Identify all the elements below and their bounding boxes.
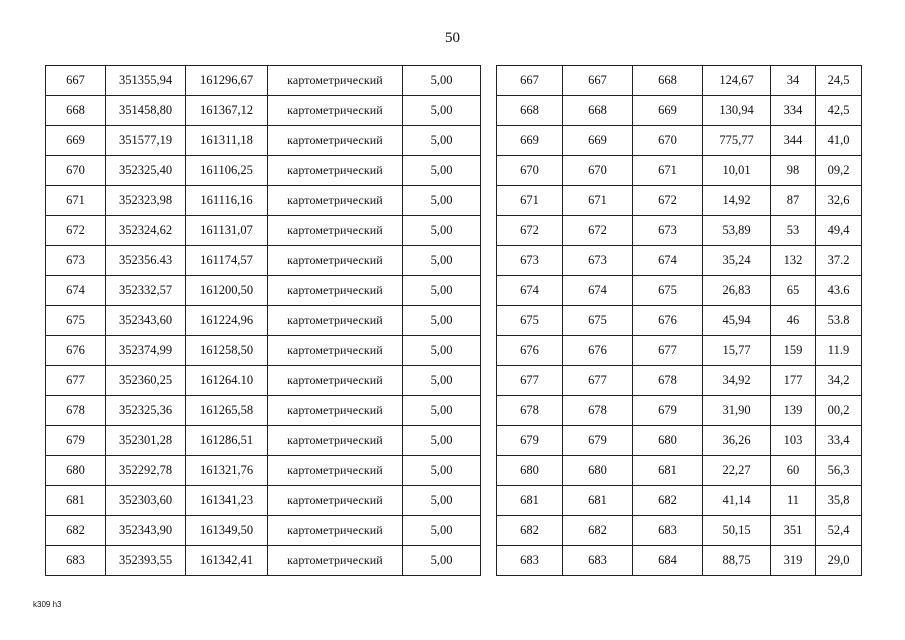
table-cell: 681 <box>497 486 563 516</box>
table-cell: 674 <box>497 276 563 306</box>
table-cell: 98 <box>771 156 816 186</box>
table-cell: картометрический <box>268 396 403 426</box>
table-row <box>497 96 862 126</box>
table-cell: 5,00 <box>403 66 481 96</box>
table-row <box>46 336 481 366</box>
table-cell: 161264.10 <box>186 366 268 396</box>
table-cell: 676 <box>46 336 106 366</box>
table-cell: 683 <box>563 546 633 576</box>
table-cell: 5,00 <box>403 156 481 186</box>
table-cell: 678 <box>563 396 633 426</box>
table-cell: 670 <box>46 156 106 186</box>
table-cell: 670 <box>563 156 633 186</box>
table-cell: картометрический <box>268 306 403 336</box>
table-cell: 675 <box>497 306 563 336</box>
table-row <box>46 396 481 426</box>
table-cell: 674 <box>46 276 106 306</box>
table-cell: 5,00 <box>403 486 481 516</box>
table-cell: 678 <box>633 366 703 396</box>
table-cell: 352324,62 <box>106 216 186 246</box>
table-cell: картометрический <box>268 456 403 486</box>
table-cell: картометрический <box>268 426 403 456</box>
table-row <box>497 246 862 276</box>
table-cell: 352356.43 <box>106 246 186 276</box>
table-cell: 352343,60 <box>106 306 186 336</box>
table-cell: 351 <box>771 516 816 546</box>
table-cell: 671 <box>563 186 633 216</box>
table-cell: 87 <box>771 186 816 216</box>
table-cell: 671 <box>46 186 106 216</box>
table-row <box>46 216 481 246</box>
table-row <box>46 186 481 216</box>
table-cell: 319 <box>771 546 816 576</box>
table-cell: 675 <box>633 276 703 306</box>
table-cell: 674 <box>563 276 633 306</box>
table-cell: 5,00 <box>403 456 481 486</box>
table-cell: картометрический <box>268 516 403 546</box>
table-cell: 65 <box>771 276 816 306</box>
table-cell: 677 <box>497 366 563 396</box>
table-cell: картометрический <box>268 486 403 516</box>
table-cell: 352343,90 <box>106 516 186 546</box>
table-cell: 00,2 <box>816 396 862 426</box>
table-cell: картометрический <box>268 366 403 396</box>
table-cell: 60 <box>771 456 816 486</box>
table-row <box>46 96 481 126</box>
table-cell: 679 <box>46 426 106 456</box>
table-cell: 352332,57 <box>106 276 186 306</box>
table-cell: 680 <box>497 456 563 486</box>
table-cell: 351355,94 <box>106 66 186 96</box>
table-cell: 09,2 <box>816 156 862 186</box>
table-cell: 675 <box>563 306 633 336</box>
table-cell: 352325,40 <box>106 156 186 186</box>
coordinates-table <box>45 65 481 576</box>
table-cell: 161116,16 <box>186 186 268 216</box>
table-cell: картометрический <box>268 276 403 306</box>
table-row <box>497 486 862 516</box>
table-cell: 676 <box>563 336 633 366</box>
table-cell: 42,5 <box>816 96 862 126</box>
table-cell: 124,67 <box>703 66 771 96</box>
table-cell: 31,90 <box>703 396 771 426</box>
table-cell: 32,6 <box>816 186 862 216</box>
table-cell: картометрический <box>268 96 403 126</box>
table-cell: 676 <box>633 306 703 336</box>
table-cell: 352303,60 <box>106 486 186 516</box>
table-cell: 679 <box>563 426 633 456</box>
table-cell: 161296,67 <box>186 66 268 96</box>
table-row <box>46 246 481 276</box>
table-cell: 53.8 <box>816 306 862 336</box>
table-cell: 668 <box>46 96 106 126</box>
table-cell: 161106,25 <box>186 156 268 186</box>
table-cell: 668 <box>497 96 563 126</box>
table-cell: 670 <box>497 156 563 186</box>
table-cell: 352360,25 <box>106 366 186 396</box>
table-cell: 672 <box>46 216 106 246</box>
table-row <box>497 396 862 426</box>
table-cell: 46 <box>771 306 816 336</box>
table-cell: 161349,50 <box>186 516 268 546</box>
table-cell: 676 <box>497 336 563 366</box>
table-row <box>497 126 862 156</box>
table-cell: 35,8 <box>816 486 862 516</box>
table-cell: 671 <box>633 156 703 186</box>
table-cell: 672 <box>563 216 633 246</box>
table-cell: 5,00 <box>403 186 481 216</box>
table-row <box>46 426 481 456</box>
table-cell: 678 <box>46 396 106 426</box>
table-row <box>497 336 862 366</box>
table-cell: 681 <box>563 486 633 516</box>
table-cell: 34,2 <box>816 366 862 396</box>
table-cell: 669 <box>46 126 106 156</box>
table-cell: 667 <box>46 66 106 96</box>
table-cell: 5,00 <box>403 516 481 546</box>
table-cell: 683 <box>497 546 563 576</box>
table-cell: 161258,50 <box>186 336 268 366</box>
table-cell: 669 <box>563 126 633 156</box>
table-row <box>46 546 481 576</box>
table-cell: 132 <box>771 246 816 276</box>
table-row <box>497 546 862 576</box>
table-cell: 677 <box>563 366 633 396</box>
table-cell: 352374,99 <box>106 336 186 366</box>
table-cell: 5,00 <box>403 126 481 156</box>
table-cell: 56,3 <box>816 456 862 486</box>
table-cell: 35,24 <box>703 246 771 276</box>
table-cell: 53 <box>771 216 816 246</box>
table-cell: 11 <box>771 486 816 516</box>
table-cell: 673 <box>633 216 703 246</box>
table-cell: 29,0 <box>816 546 862 576</box>
table-cell: 668 <box>563 96 633 126</box>
table-cell: 344 <box>771 126 816 156</box>
table-row <box>497 276 862 306</box>
table-cell: 674 <box>633 246 703 276</box>
table-cell: 681 <box>633 456 703 486</box>
table-cell: картометрический <box>268 156 403 186</box>
segments-table <box>496 65 862 576</box>
table-cell: 672 <box>497 216 563 246</box>
table-row <box>46 486 481 516</box>
table-cell: 679 <box>633 396 703 426</box>
table-cell: 680 <box>633 426 703 456</box>
table-cell: 11.9 <box>816 336 862 366</box>
table-cell: картометрический <box>268 126 403 156</box>
table-cell: 671 <box>497 186 563 216</box>
table-cell: 775,77 <box>703 126 771 156</box>
table-cell: 5,00 <box>403 216 481 246</box>
table-cell: 26,83 <box>703 276 771 306</box>
table-cell: 669 <box>633 96 703 126</box>
table-cell: 351577,19 <box>106 126 186 156</box>
table-cell: 352323,98 <box>106 186 186 216</box>
table-cell: 53,89 <box>703 216 771 246</box>
table-row <box>46 156 481 186</box>
table-cell: 161131,07 <box>186 216 268 246</box>
table-cell: 33,4 <box>816 426 862 456</box>
table-cell: 130,94 <box>703 96 771 126</box>
table-cell: 161200,50 <box>186 276 268 306</box>
table-cell: 37.2 <box>816 246 862 276</box>
table-cell: 15,77 <box>703 336 771 366</box>
table-cell: 161311,18 <box>186 126 268 156</box>
table-row <box>497 216 862 246</box>
table-cell: 45,94 <box>703 306 771 336</box>
table-cell: 22,27 <box>703 456 771 486</box>
table-row <box>497 306 862 336</box>
table-cell: 5,00 <box>403 306 481 336</box>
table-cell: 677 <box>46 366 106 396</box>
table-row <box>497 426 862 456</box>
table-cell: 683 <box>46 546 106 576</box>
table-cell: 673 <box>563 246 633 276</box>
table-cell: картометрический <box>268 66 403 96</box>
table-row <box>46 366 481 396</box>
table-cell: картометрический <box>268 546 403 576</box>
table-cell: 43.6 <box>816 276 862 306</box>
table-cell: 683 <box>633 516 703 546</box>
table-cell: 682 <box>633 486 703 516</box>
table-cell: 352301,28 <box>106 426 186 456</box>
table-row <box>46 306 481 336</box>
table-cell: 5,00 <box>403 396 481 426</box>
table-row <box>497 456 862 486</box>
table-cell: картометрический <box>268 336 403 366</box>
table-cell: 667 <box>563 66 633 96</box>
table-cell: 103 <box>771 426 816 456</box>
table-cell: 161367,12 <box>186 96 268 126</box>
table-cell: 5,00 <box>403 366 481 396</box>
table-row <box>497 516 862 546</box>
table-cell: 352393,55 <box>106 546 186 576</box>
table-row <box>497 186 862 216</box>
table-cell: 667 <box>497 66 563 96</box>
table-cell: 161224,96 <box>186 306 268 336</box>
table-cell: 41,0 <box>816 126 862 156</box>
table-cell: 5,00 <box>403 96 481 126</box>
table-cell: 41,14 <box>703 486 771 516</box>
table-cell: 682 <box>497 516 563 546</box>
table-cell: 52,4 <box>816 516 862 546</box>
table-cell: 5,00 <box>403 426 481 456</box>
table-cell: 684 <box>633 546 703 576</box>
table-cell: 34,92 <box>703 366 771 396</box>
page-number: 50 <box>445 30 460 46</box>
table-cell: 352292,78 <box>106 456 186 486</box>
table-row <box>497 156 862 186</box>
table-cell: 351458,80 <box>106 96 186 126</box>
table-cell: 682 <box>46 516 106 546</box>
table-row <box>46 126 481 156</box>
table-cell: 680 <box>563 456 633 486</box>
table-row <box>46 66 481 96</box>
table-cell: 5,00 <box>403 546 481 576</box>
table-cell: 5,00 <box>403 336 481 366</box>
table-cell: 36,26 <box>703 426 771 456</box>
table-cell: 677 <box>633 336 703 366</box>
table-cell: 672 <box>633 186 703 216</box>
table-cell: 161341,23 <box>186 486 268 516</box>
table-cell: 682 <box>563 516 633 546</box>
table-cell: 670 <box>633 126 703 156</box>
table-cell: 34 <box>771 66 816 96</box>
table-cell: картометрический <box>268 246 403 276</box>
table-row <box>46 456 481 486</box>
table-cell: 24,5 <box>816 66 862 96</box>
table-cell: 161342,41 <box>186 546 268 576</box>
table-cell: 673 <box>46 246 106 276</box>
table-cell: 159 <box>771 336 816 366</box>
table-cell: 668 <box>633 66 703 96</box>
table-cell: 161321,76 <box>186 456 268 486</box>
table-row <box>46 516 481 546</box>
footer-code: k309 h3 <box>33 600 62 609</box>
table-cell: 334 <box>771 96 816 126</box>
table-cell: 5,00 <box>403 276 481 306</box>
table-cell: 352325,36 <box>106 396 186 426</box>
table-cell: 14,92 <box>703 186 771 216</box>
table-cell: 679 <box>497 426 563 456</box>
table-cell: 161286,51 <box>186 426 268 456</box>
table-cell: картометрический <box>268 216 403 246</box>
table-cell: 161265,58 <box>186 396 268 426</box>
table-cell: 678 <box>497 396 563 426</box>
table-cell: 50,15 <box>703 516 771 546</box>
table-cell: 139 <box>771 396 816 426</box>
table-cell: 5,00 <box>403 246 481 276</box>
table-cell: 681 <box>46 486 106 516</box>
table-cell: 177 <box>771 366 816 396</box>
table-cell: 669 <box>497 126 563 156</box>
table-cell: 161174,57 <box>186 246 268 276</box>
table-cell: 88,75 <box>703 546 771 576</box>
table-row <box>497 366 862 396</box>
table-cell: 10,01 <box>703 156 771 186</box>
table-row <box>46 276 481 306</box>
table-cell: 673 <box>497 246 563 276</box>
table-cell: картометрический <box>268 186 403 216</box>
table-row <box>497 66 862 96</box>
table-cell: 49,4 <box>816 216 862 246</box>
table-cell: 675 <box>46 306 106 336</box>
table-cell: 680 <box>46 456 106 486</box>
